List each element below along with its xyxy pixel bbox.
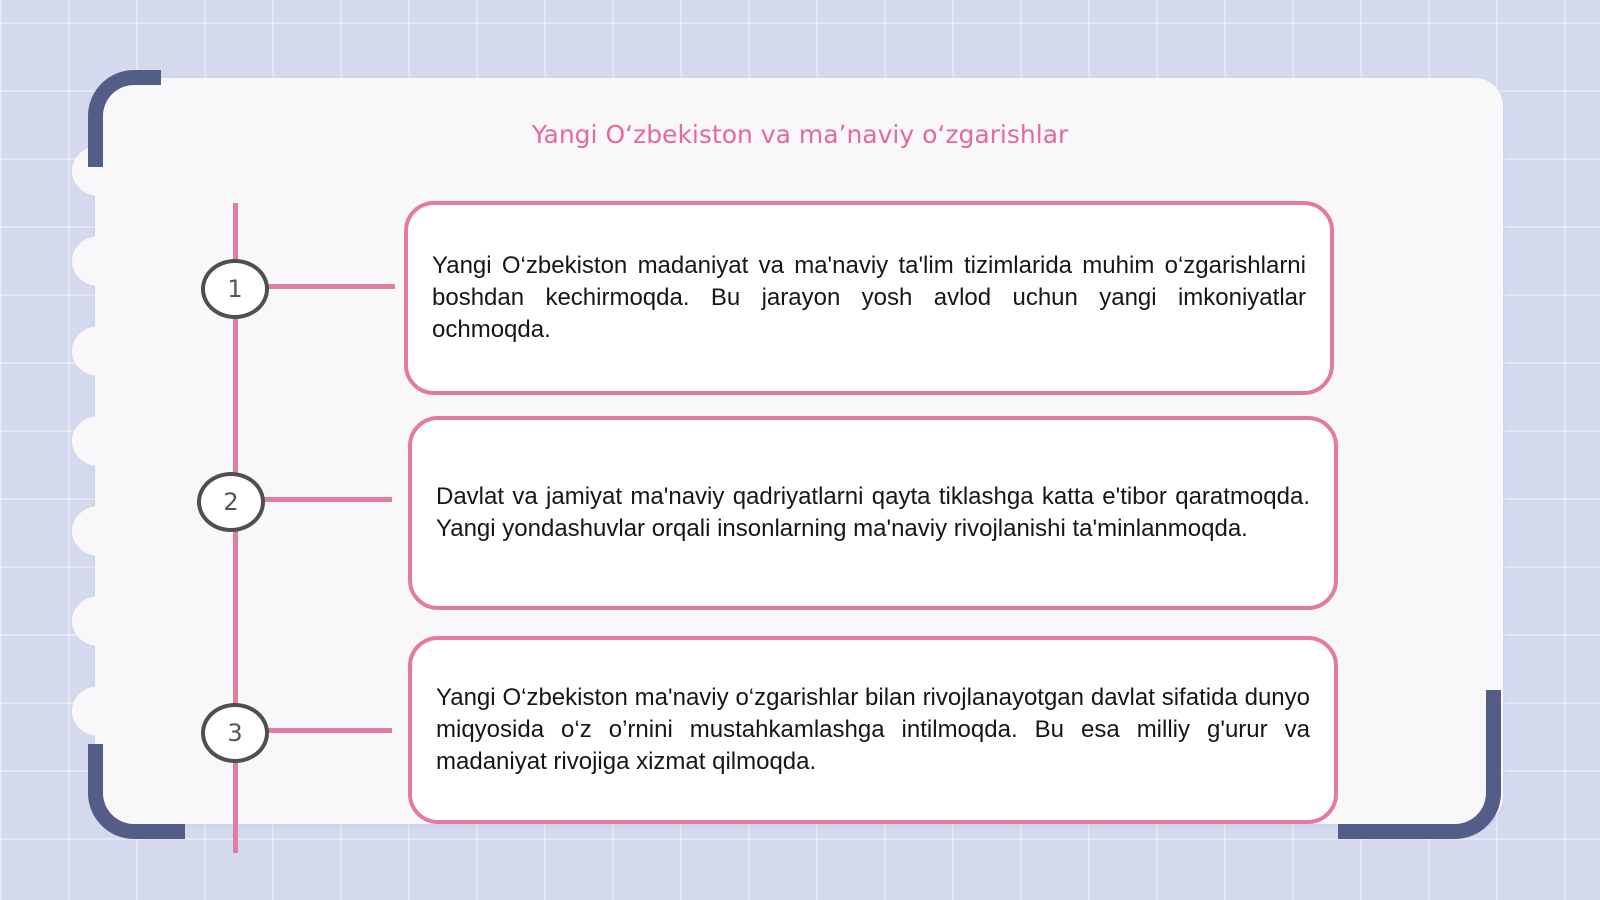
corner-bracket-top-left <box>88 70 161 167</box>
slide-title: Yangi Oʻzbekiston va maʼnaviy oʻzgarishlar <box>531 120 1069 149</box>
corner-bracket-bottom-right <box>1338 690 1501 839</box>
timeline-connector <box>266 728 392 733</box>
step-number-3: 3 <box>201 703 269 763</box>
card-scallop <box>72 236 126 286</box>
timeline-connector <box>262 497 392 502</box>
step-number-1: 1 <box>201 259 269 319</box>
card-scallop <box>72 686 126 736</box>
text-box-1 <box>404 201 1334 395</box>
text-box-2 <box>408 416 1338 610</box>
card-scallop <box>72 506 126 556</box>
card-scallop <box>72 596 126 646</box>
text-box-body: Davlat va jamiyat ma'naviy qadriyatlarni qayta tiklashga katta e'tibor qaratmoqda. Yangi yondashuvlar orqali insonlarning ma'naviy rivojlanishi ta'minlanmoqda. <box>436 483 1310 542</box>
timeline-connector <box>266 284 395 289</box>
text-box-body: Yangi O‘zbekiston ma'naviy o‘zgarishlar bilan rivojlanayotgan davlat sifatida dunyo miqyosida o‘z o’rnini mustahkamlashga intilmoqda. Bu esa milliy g'urur va madaniyat rivojiga xizmat qilmoqda. <box>436 684 1310 775</box>
corner-bracket-bottom-left <box>88 744 185 839</box>
card-scallop <box>72 326 126 376</box>
text-box-3 <box>408 636 1338 824</box>
card-scallop <box>72 416 126 466</box>
step-number-2: 2 <box>197 472 265 532</box>
text-box-body: Yangi O‘zbekiston madaniyat va ma'naviy ta'lim tizimlarida muhim o‘zgarishlarni boshdan kechirmoqda. Bu jarayon yosh avlod uchun yangi imkoniyatlar ochmoqda. <box>432 252 1306 343</box>
